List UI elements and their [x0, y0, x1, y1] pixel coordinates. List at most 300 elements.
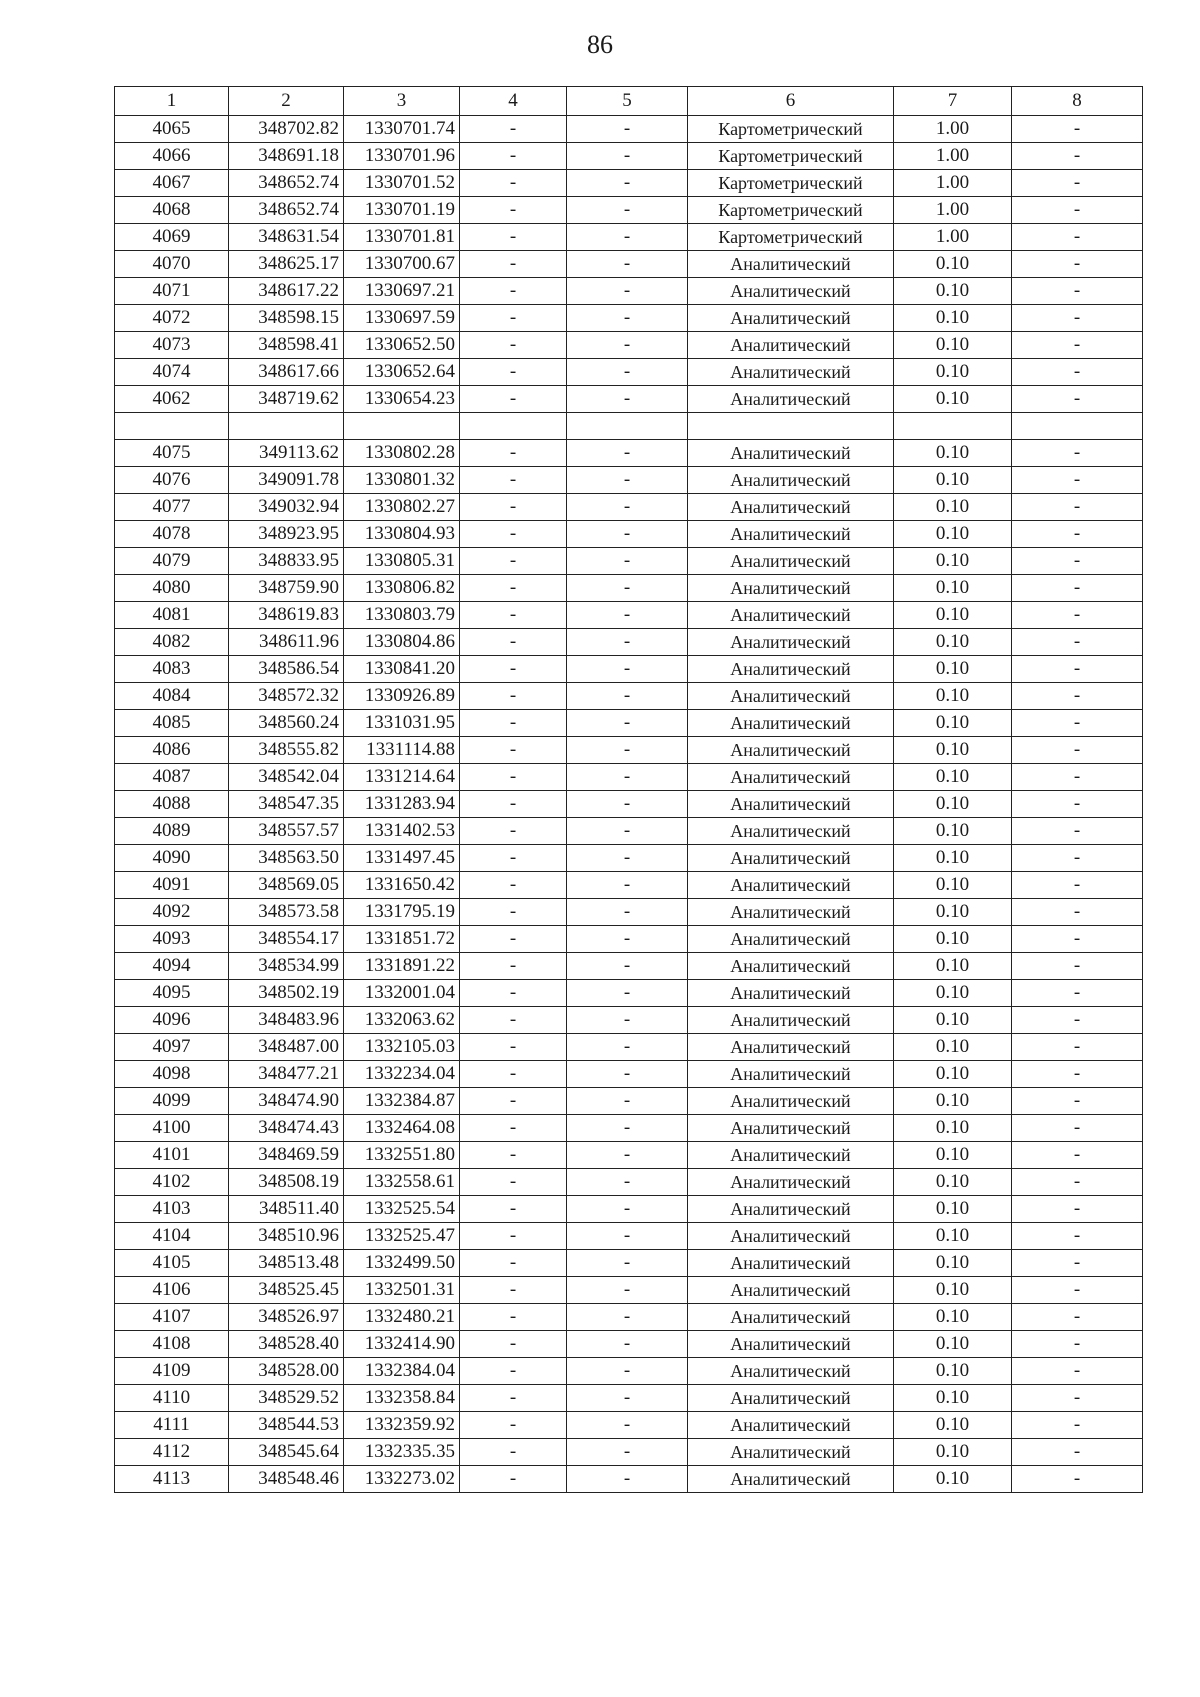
column-4-cell: - — [460, 791, 567, 818]
point-number-cell: 4068 — [115, 197, 229, 224]
column-8-cell: - — [1012, 1034, 1143, 1061]
method-cell: Аналитический — [688, 926, 894, 953]
point-number-cell: 4109 — [115, 1358, 229, 1385]
column-5-cell: - — [567, 386, 688, 413]
column-8-cell: - — [1012, 629, 1143, 656]
column-8-cell: - — [1012, 1277, 1143, 1304]
column-8-cell: - — [1012, 602, 1143, 629]
y-coordinate-cell: 1332001.04 — [344, 980, 460, 1007]
column-5-cell: - — [567, 1331, 688, 1358]
column-8-cell: - — [1012, 953, 1143, 980]
table-row — [115, 980, 1143, 1007]
method-cell: Аналитический — [688, 683, 894, 710]
table-row — [115, 548, 1143, 575]
y-coordinate-cell: 1332359.92 — [344, 1412, 460, 1439]
point-number-cell: 4088 — [115, 791, 229, 818]
x-coordinate-cell: 348477.21 — [229, 1061, 344, 1088]
column-4-cell: - — [460, 494, 567, 521]
point-number-cell: 4102 — [115, 1169, 229, 1196]
accuracy-cell: 0.10 — [894, 1196, 1012, 1223]
column-8-cell: - — [1012, 1331, 1143, 1358]
accuracy-cell: 1.00 — [894, 116, 1012, 143]
column-4-cell: - — [460, 359, 567, 386]
column-8-cell: - — [1012, 1007, 1143, 1034]
column-4-cell: - — [460, 602, 567, 629]
column-8-cell: - — [1012, 1223, 1143, 1250]
x-coordinate-cell: 348528.00 — [229, 1358, 344, 1385]
point-number-cell: 4097 — [115, 1034, 229, 1061]
column-5-cell: - — [567, 278, 688, 305]
accuracy-cell: 0.10 — [894, 1385, 1012, 1412]
column-4-cell: - — [460, 1196, 567, 1223]
column-4-cell: - — [460, 818, 567, 845]
column-4-cell: - — [460, 737, 567, 764]
point-number-cell: 4084 — [115, 683, 229, 710]
y-coordinate-cell: 1332558.61 — [344, 1169, 460, 1196]
table-row — [115, 629, 1143, 656]
column-4-cell: - — [460, 170, 567, 197]
y-coordinate-cell: 1331031.95 — [344, 710, 460, 737]
table-row — [115, 575, 1143, 602]
column-4-cell: - — [460, 521, 567, 548]
column-8-cell: - — [1012, 1115, 1143, 1142]
column-8-cell: - — [1012, 305, 1143, 332]
accuracy-cell: 0.10 — [894, 1007, 1012, 1034]
column-8-cell: - — [1012, 359, 1143, 386]
accuracy-cell: 0.10 — [894, 1061, 1012, 1088]
method-cell: Аналитический — [688, 629, 894, 656]
x-coordinate-cell: 348510.96 — [229, 1223, 344, 1250]
x-coordinate-cell: 348652.74 — [229, 197, 344, 224]
x-coordinate-cell: 348625.17 — [229, 251, 344, 278]
point-number-cell: 4101 — [115, 1142, 229, 1169]
column-4-cell: - — [460, 332, 567, 359]
method-cell: Аналитический — [688, 953, 894, 980]
point-number-cell: 4072 — [115, 305, 229, 332]
x-coordinate-cell: 348617.22 — [229, 278, 344, 305]
point-number-cell: 4076 — [115, 467, 229, 494]
point-number-cell: 4087 — [115, 764, 229, 791]
y-coordinate-cell: 1330701.74 — [344, 116, 460, 143]
accuracy-cell: 0.10 — [894, 980, 1012, 1007]
column-8-cell: - — [1012, 683, 1143, 710]
point-number-cell: 4098 — [115, 1061, 229, 1088]
table-row — [115, 710, 1143, 737]
column-4-cell: - — [460, 278, 567, 305]
method-cell: Картометрический — [688, 170, 894, 197]
x-coordinate-cell: 348511.40 — [229, 1196, 344, 1223]
accuracy-cell: 0.10 — [894, 1331, 1012, 1358]
accuracy-cell: 0.10 — [894, 1466, 1012, 1493]
method-cell: Аналитический — [688, 818, 894, 845]
y-coordinate-cell: 1331214.64 — [344, 764, 460, 791]
column-4-cell: - — [460, 1385, 567, 1412]
table-row — [115, 764, 1143, 791]
x-coordinate-cell: 348529.52 — [229, 1385, 344, 1412]
table-row — [115, 440, 1143, 467]
column-8-cell: - — [1012, 1304, 1143, 1331]
column-5-cell: - — [567, 1277, 688, 1304]
point-number-cell: 4089 — [115, 818, 229, 845]
x-coordinate-cell: 348548.46 — [229, 1466, 344, 1493]
column-8-cell: - — [1012, 656, 1143, 683]
column-5-cell: - — [567, 1142, 688, 1169]
accuracy-cell: 0.10 — [894, 602, 1012, 629]
point-number-cell: 4075 — [115, 440, 229, 467]
column-5-cell: - — [567, 791, 688, 818]
y-coordinate-cell: 1331402.53 — [344, 818, 460, 845]
method-cell: Картометрический — [688, 224, 894, 251]
table-row — [115, 1115, 1143, 1142]
point-number-cell: 4071 — [115, 278, 229, 305]
column-8-cell: - — [1012, 1250, 1143, 1277]
point-number-cell: 4079 — [115, 548, 229, 575]
accuracy-cell: 0.10 — [894, 386, 1012, 413]
column-5-cell: - — [567, 1034, 688, 1061]
column-5-cell: - — [567, 332, 688, 359]
column-5-cell: - — [567, 1250, 688, 1277]
column-8-cell: - — [1012, 1196, 1143, 1223]
table-row — [115, 926, 1143, 953]
column-5-cell: - — [567, 197, 688, 224]
accuracy-cell: 1.00 — [894, 224, 1012, 251]
table-row — [115, 1169, 1143, 1196]
x-coordinate-cell: 348833.95 — [229, 548, 344, 575]
column-4-cell: - — [460, 1142, 567, 1169]
x-coordinate-cell: 348554.17 — [229, 926, 344, 953]
column-4-cell: - — [460, 710, 567, 737]
column-4-cell: - — [460, 1439, 567, 1466]
table-row — [115, 251, 1143, 278]
x-coordinate-cell: 348560.24 — [229, 710, 344, 737]
method-cell: Аналитический — [688, 359, 894, 386]
column-4-cell: - — [460, 1223, 567, 1250]
x-coordinate-cell: 348923.95 — [229, 521, 344, 548]
accuracy-cell: 0.10 — [894, 899, 1012, 926]
point-number-cell: 4094 — [115, 953, 229, 980]
column-8-cell: - — [1012, 1358, 1143, 1385]
column-8-cell: - — [1012, 899, 1143, 926]
column-4-cell: - — [460, 980, 567, 1007]
table-row — [115, 1412, 1143, 1439]
header-row — [115, 87, 1143, 116]
column-8-cell: - — [1012, 575, 1143, 602]
table-row — [115, 683, 1143, 710]
point-number-cell: 4069 — [115, 224, 229, 251]
table-row — [115, 1142, 1143, 1169]
method-cell: Аналитический — [688, 710, 894, 737]
y-coordinate-cell: 1332525.47 — [344, 1223, 460, 1250]
y-coordinate-cell: 1330801.32 — [344, 467, 460, 494]
accuracy-cell: 0.10 — [894, 278, 1012, 305]
column-5-cell: - — [567, 737, 688, 764]
accuracy-cell: 0.10 — [894, 737, 1012, 764]
column-header: 4 — [460, 87, 567, 116]
column-header: 6 — [688, 87, 894, 116]
point-number-cell: 4074 — [115, 359, 229, 386]
table-row — [115, 1277, 1143, 1304]
accuracy-cell: 0.10 — [894, 1169, 1012, 1196]
column-5-cell: - — [567, 899, 688, 926]
column-5-cell: - — [567, 683, 688, 710]
column-5-cell: - — [567, 494, 688, 521]
accuracy-cell: 0.10 — [894, 440, 1012, 467]
x-coordinate-cell: 348652.74 — [229, 170, 344, 197]
method-cell: Аналитический — [688, 332, 894, 359]
point-number-cell: 4111 — [115, 1412, 229, 1439]
column-4-cell: - — [460, 251, 567, 278]
method-cell: Аналитический — [688, 764, 894, 791]
method-cell: Аналитический — [688, 305, 894, 332]
x-coordinate-cell: 348525.45 — [229, 1277, 344, 1304]
column-5-cell: - — [567, 170, 688, 197]
table-row — [115, 791, 1143, 818]
column-8-cell: - — [1012, 737, 1143, 764]
column-8-cell: - — [1012, 1061, 1143, 1088]
y-coordinate-cell: 1330805.31 — [344, 548, 460, 575]
column-5-cell: - — [567, 764, 688, 791]
column-4-cell: - — [460, 575, 567, 602]
column-8-cell: - — [1012, 251, 1143, 278]
column-5-cell: - — [567, 1007, 688, 1034]
column-5-cell: - — [567, 1358, 688, 1385]
y-coordinate-cell: 1330806.82 — [344, 575, 460, 602]
point-number-cell: 4107 — [115, 1304, 229, 1331]
column-5-cell: - — [567, 440, 688, 467]
table-row — [115, 413, 1143, 440]
point-number-cell: 4078 — [115, 521, 229, 548]
point-number-cell: 4073 — [115, 332, 229, 359]
column-4-cell: - — [460, 656, 567, 683]
point-number-cell: 4108 — [115, 1331, 229, 1358]
column-8-cell: - — [1012, 467, 1143, 494]
y-coordinate-cell: 1332480.21 — [344, 1304, 460, 1331]
table-row — [115, 332, 1143, 359]
y-coordinate-cell: 1332384.87 — [344, 1088, 460, 1115]
y-coordinate-cell: 1332335.35 — [344, 1439, 460, 1466]
column-4-cell: - — [460, 440, 567, 467]
x-coordinate-cell: 348691.18 — [229, 143, 344, 170]
x-coordinate-cell: 348572.32 — [229, 683, 344, 710]
column-4-cell: - — [460, 764, 567, 791]
table-row — [115, 953, 1143, 980]
y-coordinate-cell: 1330804.86 — [344, 629, 460, 656]
y-coordinate-cell: 1332358.84 — [344, 1385, 460, 1412]
accuracy-cell: 1.00 — [894, 170, 1012, 197]
column-4-cell: - — [460, 899, 567, 926]
method-cell: Аналитический — [688, 278, 894, 305]
column-8-cell: - — [1012, 845, 1143, 872]
method-cell: Аналитический — [688, 494, 894, 521]
accuracy-cell: 0.10 — [894, 791, 1012, 818]
method-cell: Аналитический — [688, 1034, 894, 1061]
column-5-cell: - — [567, 1223, 688, 1250]
column-5-cell: - — [567, 224, 688, 251]
column-4-cell: - — [460, 224, 567, 251]
column-4-cell: - — [460, 1358, 567, 1385]
column-8-cell: - — [1012, 764, 1143, 791]
table-row — [115, 170, 1143, 197]
column-5-cell: - — [567, 602, 688, 629]
accuracy-cell: 0.10 — [894, 494, 1012, 521]
table-row — [115, 1358, 1143, 1385]
x-coordinate-cell: 348487.00 — [229, 1034, 344, 1061]
method-cell: Аналитический — [688, 1169, 894, 1196]
accuracy-cell: 0.10 — [894, 1088, 1012, 1115]
accuracy-cell: 0.10 — [894, 1034, 1012, 1061]
table-row — [115, 1196, 1143, 1223]
column-8-cell: - — [1012, 332, 1143, 359]
y-coordinate-cell: 1330701.52 — [344, 170, 460, 197]
column-5-cell: - — [567, 521, 688, 548]
accuracy-cell: 0.10 — [894, 521, 1012, 548]
accuracy-cell: 0.10 — [894, 1277, 1012, 1304]
point-number-cell: 4106 — [115, 1277, 229, 1304]
column-8-cell — [1012, 413, 1143, 440]
accuracy-cell: 0.10 — [894, 656, 1012, 683]
x-coordinate-cell: 348569.05 — [229, 872, 344, 899]
method-cell: Аналитический — [688, 737, 894, 764]
point-number-cell: 4067 — [115, 170, 229, 197]
table-row — [115, 143, 1143, 170]
column-5-cell: - — [567, 1439, 688, 1466]
column-8-cell: - — [1012, 818, 1143, 845]
column-4-cell: - — [460, 467, 567, 494]
column-8-cell: - — [1012, 494, 1143, 521]
x-coordinate-cell: 348544.53 — [229, 1412, 344, 1439]
x-coordinate-cell: 348534.99 — [229, 953, 344, 980]
y-coordinate-cell: 1330804.93 — [344, 521, 460, 548]
table-row — [115, 197, 1143, 224]
column-5-cell: - — [567, 1412, 688, 1439]
method-cell — [688, 413, 894, 440]
table-row — [115, 818, 1143, 845]
method-cell: Аналитический — [688, 575, 894, 602]
table-row — [115, 899, 1143, 926]
column-4-cell: - — [460, 1277, 567, 1304]
coordinates-table — [114, 86, 1143, 1493]
accuracy-cell: 0.10 — [894, 1439, 1012, 1466]
column-5-cell: - — [567, 1115, 688, 1142]
accuracy-cell: 0.10 — [894, 1223, 1012, 1250]
y-coordinate-cell: 1331114.88 — [344, 737, 460, 764]
method-cell: Аналитический — [688, 386, 894, 413]
column-header: 1 — [115, 87, 229, 116]
x-coordinate-cell: 348513.48 — [229, 1250, 344, 1277]
table-row — [115, 845, 1143, 872]
accuracy-cell: 0.10 — [894, 305, 1012, 332]
x-coordinate-cell: 348474.90 — [229, 1088, 344, 1115]
accuracy-cell: 0.10 — [894, 926, 1012, 953]
column-5-cell — [567, 413, 688, 440]
y-coordinate-cell: 1332273.02 — [344, 1466, 460, 1493]
x-coordinate-cell: 348555.82 — [229, 737, 344, 764]
column-8-cell: - — [1012, 440, 1143, 467]
accuracy-cell: 0.10 — [894, 1412, 1012, 1439]
method-cell: Аналитический — [688, 1412, 894, 1439]
method-cell: Аналитический — [688, 1466, 894, 1493]
x-coordinate-cell: 348542.04 — [229, 764, 344, 791]
x-coordinate-cell: 348557.57 — [229, 818, 344, 845]
point-number-cell: 4077 — [115, 494, 229, 521]
method-cell: Аналитический — [688, 980, 894, 1007]
point-number-cell: 4093 — [115, 926, 229, 953]
method-cell: Аналитический — [688, 656, 894, 683]
column-5-cell: - — [567, 305, 688, 332]
method-cell: Аналитический — [688, 791, 894, 818]
table-row — [115, 305, 1143, 332]
accuracy-cell: 0.10 — [894, 818, 1012, 845]
point-number-cell: 4091 — [115, 872, 229, 899]
column-4-cell: - — [460, 143, 567, 170]
x-coordinate-cell: 348469.59 — [229, 1142, 344, 1169]
column-4-cell: - — [460, 1061, 567, 1088]
point-number-cell: 4095 — [115, 980, 229, 1007]
method-cell: Аналитический — [688, 899, 894, 926]
page-number: 86 — [587, 30, 613, 59]
table-row — [115, 359, 1143, 386]
point-number-cell: 4092 — [115, 899, 229, 926]
table-row — [115, 386, 1143, 413]
point-number-cell: 4070 — [115, 251, 229, 278]
column-5-cell: - — [567, 1385, 688, 1412]
table-row — [115, 1034, 1143, 1061]
column-4-cell: - — [460, 386, 567, 413]
x-coordinate-cell: 348598.41 — [229, 332, 344, 359]
column-5-cell: - — [567, 467, 688, 494]
accuracy-cell: 0.10 — [894, 332, 1012, 359]
table-body — [115, 116, 1143, 1493]
y-coordinate-cell: 1330652.64 — [344, 359, 460, 386]
y-coordinate-cell: 1330652.50 — [344, 332, 460, 359]
table-row — [115, 1331, 1143, 1358]
column-header: 7 — [894, 87, 1012, 116]
column-8-cell: - — [1012, 791, 1143, 818]
method-cell: Аналитический — [688, 1277, 894, 1304]
y-coordinate-cell: 1331851.72 — [344, 926, 460, 953]
column-4-cell: - — [460, 548, 567, 575]
accuracy-cell: 0.10 — [894, 467, 1012, 494]
y-coordinate-cell: 1332525.54 — [344, 1196, 460, 1223]
y-coordinate-cell: 1330802.27 — [344, 494, 460, 521]
x-coordinate-cell: 348586.54 — [229, 656, 344, 683]
table-row — [115, 737, 1143, 764]
table-row — [115, 116, 1143, 143]
column-4-cell: - — [460, 1088, 567, 1115]
y-coordinate-cell: 1331795.19 — [344, 899, 460, 926]
y-coordinate-cell: 1330802.28 — [344, 440, 460, 467]
column-header: 3 — [344, 87, 460, 116]
column-8-cell: - — [1012, 1466, 1143, 1493]
x-coordinate-cell: 348573.58 — [229, 899, 344, 926]
y-coordinate-cell: 1330701.96 — [344, 143, 460, 170]
method-cell: Аналитический — [688, 602, 894, 629]
accuracy-cell — [894, 413, 1012, 440]
column-8-cell: - — [1012, 872, 1143, 899]
column-8-cell: - — [1012, 1142, 1143, 1169]
accuracy-cell: 0.10 — [894, 1142, 1012, 1169]
column-5-cell: - — [567, 980, 688, 1007]
column-5-cell: - — [567, 1061, 688, 1088]
column-8-cell: - — [1012, 143, 1143, 170]
x-coordinate-cell — [229, 413, 344, 440]
accuracy-cell: 0.10 — [894, 1358, 1012, 1385]
column-5-cell: - — [567, 710, 688, 737]
method-cell: Аналитический — [688, 440, 894, 467]
accuracy-cell: 0.10 — [894, 548, 1012, 575]
column-5-cell: - — [567, 548, 688, 575]
table-row — [115, 1385, 1143, 1412]
